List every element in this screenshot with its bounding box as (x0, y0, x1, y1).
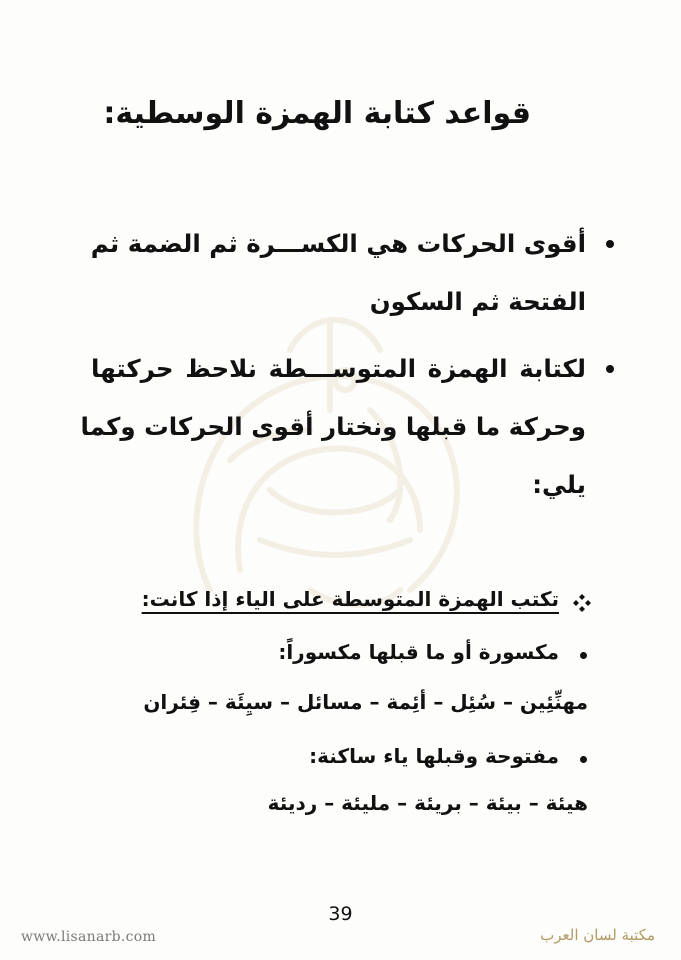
bullet-item (80, 340, 586, 514)
examples-line: مهنِّئِين – سُئِل – أئِمة – مسائل – سيِئَة – فِئران (143, 690, 588, 714)
bullet-line: الفتحة ثم السكون (369, 287, 586, 316)
subheading-text: تكتب الهمزة المتوسطة على الياء إذا كانت: (141, 587, 559, 611)
four-diamond-icon (573, 594, 591, 612)
bullet-dot-icon (606, 365, 614, 373)
page-title: قواعد كتابة الهمزة الوسطية: (103, 96, 531, 131)
footer-library-name: مكتبة لسان العرب (540, 926, 655, 944)
bullet-line: أقوى الحركات هي الكســـرة ثم الضمة ثم (90, 229, 586, 258)
bullet-line: يلي: (532, 470, 586, 499)
bullet-dot-icon (606, 240, 614, 248)
footer-website: www.lisanarb.com (21, 929, 157, 945)
rule-label: مفتوحة وقبلها ياء ساكنة: (309, 744, 559, 768)
page-number: 39 (328, 903, 353, 925)
subheading (142, 587, 559, 611)
bullet-line: وحركة ما قبلها ونختار أقوى الحركات وكما (80, 412, 586, 441)
examples-line: هيئة – بيئة – بريئة – مليئة – رديئة (267, 791, 588, 815)
rule-label: مكسورة أو ما قبلها مكسوراً: (278, 640, 559, 664)
rule-item (278, 640, 559, 664)
bullet-line: لكتابة الهمزة المتوســـطة نلاحظ حركتها (91, 354, 586, 383)
bullet-dot-icon (580, 756, 587, 763)
bullet-item (91, 215, 586, 331)
bullet-dot-icon (580, 652, 587, 659)
rule-item (309, 744, 559, 768)
